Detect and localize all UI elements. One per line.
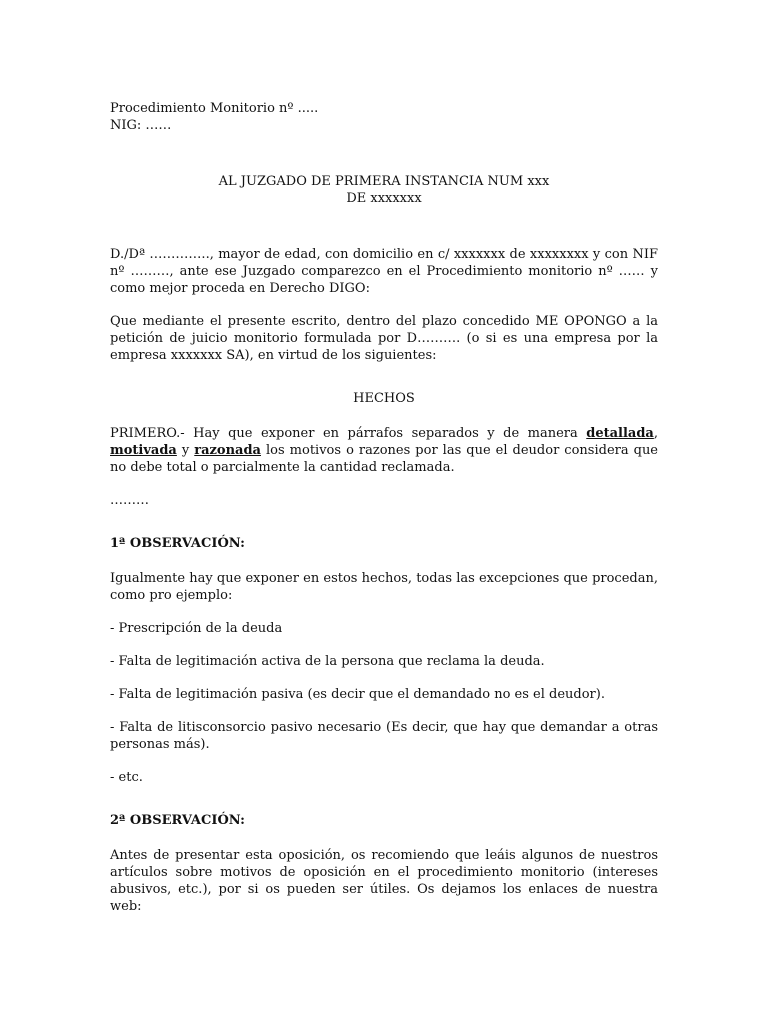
exception-item: - Falta de litisconsorcio pasivo necesario (Es decir, que hay que demandar a otras personas más).: [110, 720, 658, 752]
court-line-1: AL JUZGADO DE PRIMERA INSTANCIA NUM xxx: [218, 174, 550, 189]
exception-item: - Falta de legitimación pasiva (es decir que el demandado no es el deudor).: [110, 687, 605, 702]
hechos-heading: HECHOS: [353, 391, 415, 406]
exception-item: - Falta de legitimación activa de la persona que reclama la deuda.: [110, 654, 545, 669]
hechos-ellipsis: ………: [110, 493, 149, 508]
nig-number: NIG: ……: [110, 118, 172, 133]
exception-item: - Prescripción de la deuda: [110, 621, 283, 636]
exception-item: - etc.: [110, 770, 143, 785]
observacion-1-heading: 1ª OBSERVACIÓN:: [110, 536, 245, 551]
razonada-emphasis: razonada: [194, 443, 261, 458]
opposition-paragraph: Que mediante el presente escrito, dentro del plazo concedido ME OPONGO a la petición de juicio monitorio formulada por D………. (o si es una empresa por la empresa xxxxxxx SA), en virtud de los siguientes:: [110, 314, 658, 363]
observacion-2-heading: 2ª OBSERVACIÓN:: [110, 813, 245, 828]
motivada-emphasis: motivada: [110, 443, 177, 458]
procedure-number: Procedimiento Monitorio nº .....: [110, 101, 319, 116]
observacion-1-intro: Igualmente hay que exponer en estos hechos, todas las excepciones que procedan, como pro ejemplo:: [110, 571, 658, 603]
document-page: [110, 100, 658, 915]
intro-paragraph: D./Dª ………….., mayor de edad, con domicilio en c/ xxxxxxx de xxxxxxxx y con NIF nº ………, ante ese Juzgado comparezco en el Procedimiento monitorio nº …… y como mejor proceda en Derecho DIGO:: [110, 247, 658, 296]
primero-paragraph: [110, 425, 658, 476]
y-text: y: [176, 443, 195, 458]
detallada-emphasis: detallada: [586, 426, 654, 441]
comma-text: ,: [653, 426, 658, 441]
primero-tail-text: los motivos o razones por las que el deudor considera que no debe total o parcialmente la cantidad reclamada.: [110, 443, 659, 475]
court-address: [110, 173, 658, 207]
primero-lead-text: PRIMERO.- Hay que exponer en párrafos separados y de manera: [110, 426, 587, 441]
observacion-2-paragraph: Antes de presentar esta oposición, os recomiendo que leáis algunos de nuestros artículos sobre motivos de oposición en el procedimiento monitorio (intereses abusivos, etc.), por si os pueden ser útiles. Os dejamos los enlaces de nuestra web:: [110, 848, 658, 914]
court-line-2: DE xxxxxxx: [346, 191, 422, 206]
